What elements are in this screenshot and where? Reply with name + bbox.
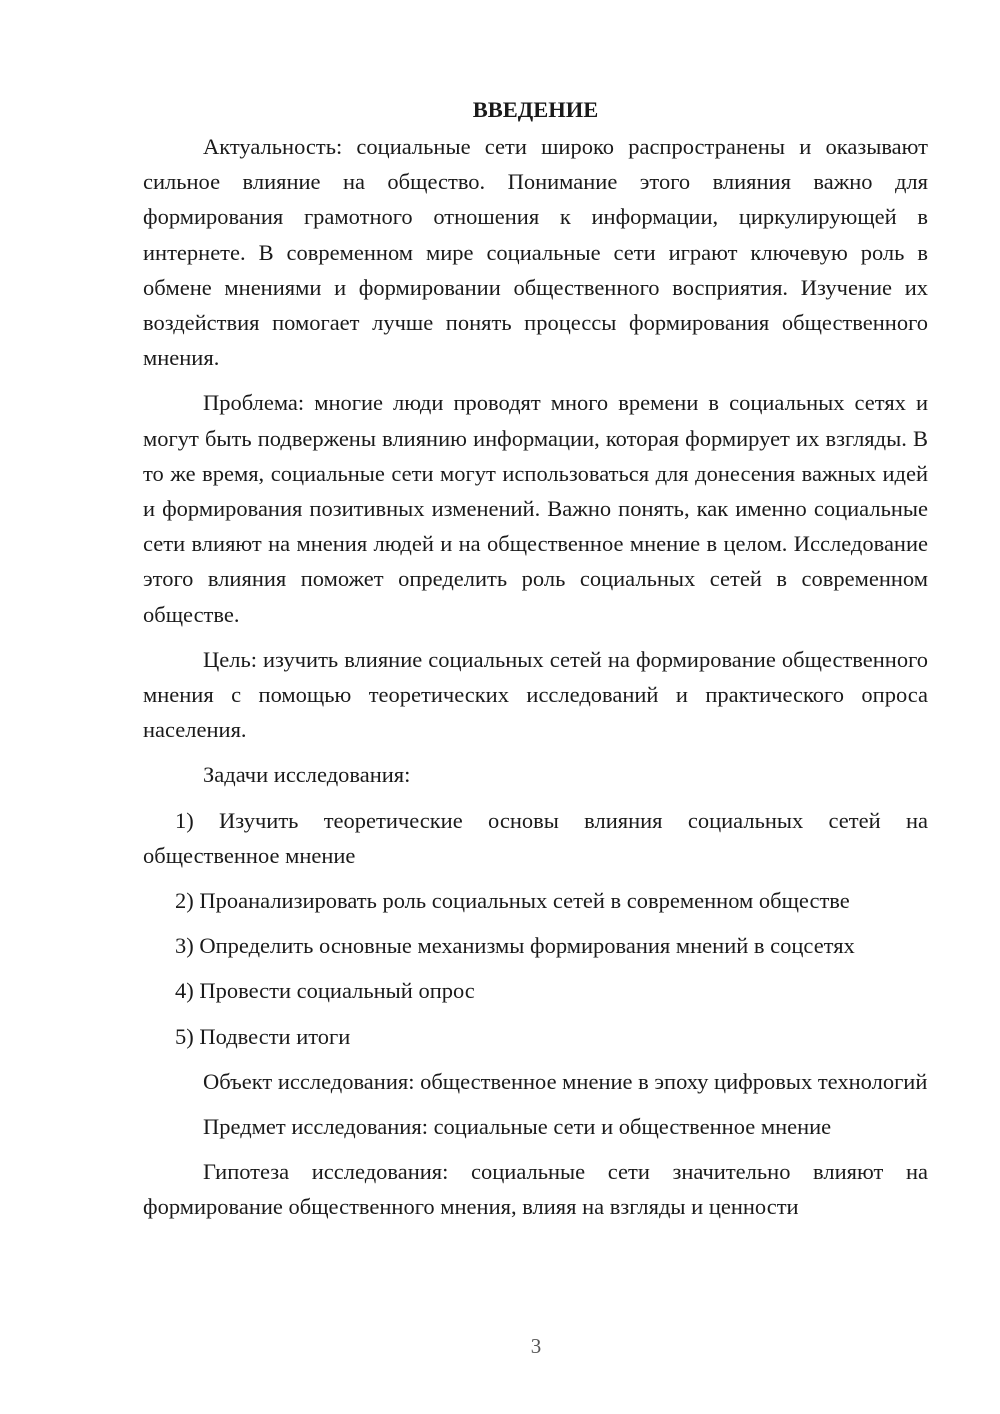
task-item-5: 5) Подвести итоги [175, 1023, 351, 1049]
page-number: 3 [530, 1334, 542, 1358]
paragraph-goal: Цель: изучить влияние социальных сетей на формирование общественного мнения с помощью теоретических исследований и практического опроса населения. [143, 646, 928, 743]
section-title: ВВЕДЕНИЕ [472, 97, 599, 122]
task-item-3: 3) Определить основные механизмы формирования мнений в соцсетях [175, 933, 855, 959]
task-item-2: 2) Проанализировать роль социальных сетей в современном обществе [175, 888, 850, 914]
tasks-heading: Задачи исследования: [203, 762, 411, 788]
paragraph-problem: Проблема: многие люди проводят много времени в социальных сетях и могут быть подвержены влиянию информации, которая формирует их взгляды. В то же время, социальные сети могут использоваться для донесения важных идей и формирования позитивных изменений. Важно понять, как именно социальные сети влияют на мнения людей и на общественное мнение в целом. Исследование этого влияния поможет определить роль социальных сетей в современном обществе. [143, 390, 928, 627]
paragraph-hypothesis: Гипотеза исследования: социальные сети значительно влияют на формирование общественного мнения, влияя на взгляды и ценности [143, 1159, 928, 1220]
paragraph-subject: Предмет исследования: социальные сети и общественное мнение [203, 1114, 832, 1140]
document-page [143, 92, 928, 1225]
paragraph-relevance: Актуальность: социальные сети широко распространены и оказывают сильное влияние на общество. Понимание этого влияния важно для формирования грамотного отношения к информации, циркулирующей в интернете. В современном мире социальные сети играют ключевую роль в обмене мнениями и формировании общественного восприятия. Изучение их воздействия помогает лучше понять процессы формирования общественного мнения. [143, 134, 928, 371]
task-item-1: 1) Изучить теоретические основы влияния социальных сетей на общественное мнение [143, 807, 928, 868]
paragraph-object: Объект исследования: общественное мнение в эпоху цифровых технологий [203, 1068, 928, 1094]
task-item-4: 4) Провести социальный опрос [175, 978, 475, 1004]
